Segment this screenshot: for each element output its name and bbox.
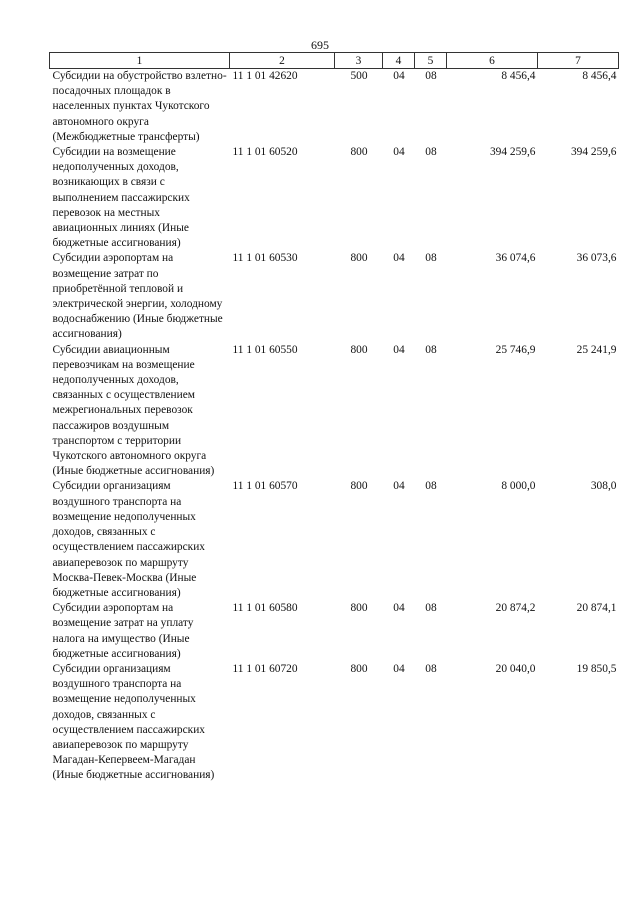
row-subsection: 08 [425,602,437,615]
row-subsection: 08 [425,480,437,493]
row-section: 04 [393,146,405,159]
row-amount-col6: 20 040,0 [495,662,536,675]
row-section: 04 [393,662,405,675]
row-expense-type: 800 [350,602,368,615]
row-name: Субсидии аэропортам на возмещение затрат на уплату налога на имущество (Иные бюджетные ассигнования) [52,602,194,660]
row-amount-col7: 20 874,1 [576,602,617,615]
row-target-article: 11 1 01 60550 [232,343,298,356]
table-header [50,53,619,69]
row-subsection: 08 [425,252,437,265]
table-row [50,662,619,784]
column-header-4: 4 [383,53,415,69]
row-name: Субсидии авиационным перевозчикам на возмещение недополученных доходов, связанных с осуществлением межрегиональных перевозок пассажиров воздушным транспортом с территории Чукотского автономного округа (Иные бюджетные ассигнования) [52,343,215,478]
row-amount-col6: 20 874,2 [495,602,536,615]
column-header-2: 2 [230,53,335,69]
table-row [50,343,619,480]
row-expense-type: 800 [350,480,368,493]
table-row [50,69,619,146]
row-name: Субсидии на обустройство взлетно-посадочных площадок в населенных пунктах Чукотского автономного округа (Межбюджетные трансферты) [52,70,227,143]
row-amount-col6: 36 074,6 [495,252,536,265]
row-amount-col7: 19 850,5 [576,662,617,675]
row-amount-col6: 394 259,6 [489,146,536,159]
table-row [50,145,619,251]
table-row [50,479,619,601]
row-expense-type: 800 [350,343,368,356]
row-target-article: 11 1 01 60720 [232,662,298,675]
row-section: 04 [393,343,405,356]
row-expense-type: 500 [350,70,368,82]
row-amount-col6: 8 456,4 [501,70,536,82]
budget-table [49,52,619,784]
column-header-1: 1 [50,53,230,69]
row-expense-type: 800 [350,252,368,265]
table-body [50,69,619,784]
row-section: 04 [393,70,405,82]
row-target-article: 11 1 01 60520 [232,146,298,159]
row-expense-type: 800 [350,662,368,675]
row-amount-col7: 394 259,6 [570,146,617,159]
row-subsection: 08 [425,662,437,675]
table-row [50,251,619,342]
column-header-5: 5 [415,53,447,69]
row-target-article: 11 1 01 60580 [232,602,298,615]
row-amount-col7: 25 241,9 [576,343,617,356]
column-header-6: 6 [447,53,538,69]
row-section: 04 [393,602,405,615]
table-row [50,601,619,662]
header-row [50,53,619,69]
row-name: Субсидии организациям воздушного транспорта на возмещение недополученных доходов, связанных с осуществлением пассажирских авиаперевозок по маршруту Магадан-Кепервеем-Магадан (Иные бюджетные ассигнования) [52,662,215,782]
row-section: 04 [393,480,405,493]
row-amount-col6: 25 746,9 [495,343,536,356]
row-subsection: 08 [425,70,437,82]
row-section: 04 [393,252,405,265]
row-target-article: 11 1 01 60530 [232,252,298,265]
column-header-7: 7 [538,53,619,69]
row-name: Субсидии на возмещение недополученных доходов, возникающих в связи с выполнением пассажирских перевозок на местных авиационных линиях (Иные бюджетные ассигнования) [52,146,190,250]
row-subsection: 08 [425,343,437,356]
row-amount-col7: 8 456,4 [582,70,617,82]
row-name: Субсидии аэропортам на возмещение затрат по приобретённой тепловой и электрической энергии, холодному водоснабжению (Иные бюджетные ассигнования) [52,252,223,341]
page-number: 695 [311,38,329,52]
row-target-article: 11 1 01 42620 [232,70,298,82]
row-expense-type: 800 [350,146,368,159]
row-target-article: 11 1 01 60570 [232,480,298,493]
row-amount-col6: 8 000,0 [501,480,536,493]
row-amount-col7: 36 073,6 [576,252,617,265]
row-subsection: 08 [425,146,437,159]
column-header-3: 3 [335,53,383,69]
row-name: Субсидии организациям воздушного транспорта на возмещение недополученных доходов, связанных с осуществлением пассажирских авиаперевозок по маршруту Москва-Певек-Москва (Иные бюджетные ассигнования) [52,480,205,599]
row-amount-col7: 308,0 [590,480,617,493]
